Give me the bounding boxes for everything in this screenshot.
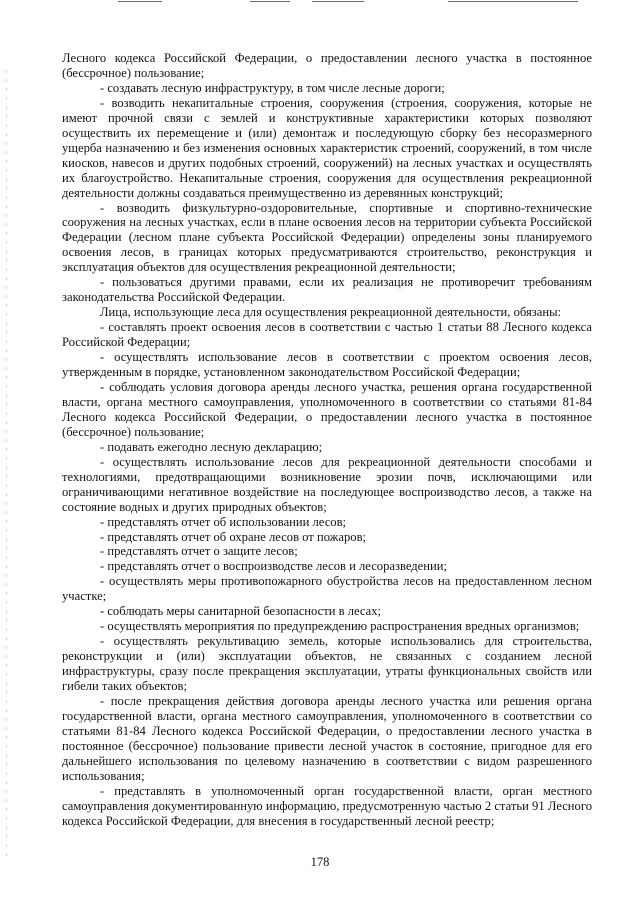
paragraph: - возводить некапитальные строения, сооружения (строения, сооружения, которые не имеют прочной связи с землей и конструктивные характеристики которых позволяют осуществить их перемещение и (или) демонтаж и последующую сборку без несоразмерного ущерба назначению и без изменения основных характеристик строений, сооружений, в том числе киосков, навесов и других подобных строений, сооружений) на лесных участках и осуществлять их благоустройство. Некапитальные строения, сооружения для осуществления рекреационной деятельности должны создаваться преимущественно из деревянных конструкций; xyxy=(62,95,592,200)
paragraph: - представлять отчет о воспроизводстве лесов и лесоразведении; xyxy=(100,559,447,574)
paragraph: - осуществлять мероприятия по предупреждению распространения вредных организмов; xyxy=(100,619,580,634)
paragraph: - соблюдать меры санитарной безопасности в лесах; xyxy=(100,604,382,619)
paragraph: - осуществлять использование лесов в соответствии с проектом освоения лесов, утвержденным в порядке, установленном законодательством Российской Федерации; xyxy=(62,350,592,380)
paragraph: Лица, использующие леса для осуществления рекреационной деятельности, обязаны: xyxy=(100,305,562,320)
paragraph: - осуществлять меры противопожарного обустройства лесов на предоставленном лесном участке; xyxy=(62,574,592,604)
paragraph: - пользоваться другими правами, если их реализация не противоречит требованиям законодательства Российской Федерации. xyxy=(62,275,592,305)
paragraph: - представлять в уполномоченный орган государственной власти, орган местного самоуправления документированную информацию, предусмотренную частью 2 статьи 91 Лесного кодекса Российской Федерации, для внесения в государственный лесной реестр; xyxy=(62,783,592,828)
paragraph: - осуществлять использование лесов для рекреационной деятельности способами и технологиями, предотвращающими возникновение эрозии почв, исключающими или ограничивающими негативное воздействие на последующее воспроизводство лесов, а также на состояние водных и других природных объектов; xyxy=(62,454,592,514)
paragraph: - возводить физкультурно-оздоровительные, спортивные и спортивно-технические сооружения на лесных участках, если в плане освоения лесов на территории субъекта Российской Федерации (лесном плане субъекта Российской Федерации) определены зоны планируемого освоения лесов, в границах которых предусматриваются строительство, реконструкция и эксплуатация объектов для осуществления рекреационной деятельности; xyxy=(62,200,592,275)
paragraph: - подавать ежегодно лесную декларацию; xyxy=(100,439,323,454)
paragraph: - после прекращения действия договора аренды лесного участка или решения органа государственной власти, органа местного самоуправления, уполномоченного в соответствии со статьями 81-84 Лесного кодекса Российской Федерации, о предоставлении лесного участка в постоянное (бессрочное) пользование привести лесной участок в состояние, пригодное для его дальнейшего использования по целевому назначению в соответствии с видом разрешенного использования; xyxy=(62,693,592,783)
paragraph: - составлять проект освоения лесов в соответствии с частью 1 статьи 88 Лесного кодекса Российской Федерации; xyxy=(62,320,592,350)
paragraph: - представлять отчет об охране лесов от пожаров; xyxy=(100,529,367,544)
scan-left-edge xyxy=(6,70,7,860)
paragraph: - осуществлять рекультивацию земель, которые использовались для строительства, реконструкции и (или) эксплуатации объектов, не связанных с созданием лесной инфраструктуры, сразу после прекращения эксплуатации, утраты функциональных свойств или гибели таких объектов; xyxy=(62,634,592,694)
paragraph: - соблюдать условия договора аренды лесного участка, решения органа государственной власти, органа местного самоуправления, уполномоченного в соответствии со статьями 81-84 Лесного кодекса Российской Федерации, о предоставлении лесного участка в постоянное (бессрочное) пользование; xyxy=(62,379,592,439)
scan-top-edge-marks xyxy=(0,0,640,6)
paragraph: - представлять отчет об использовании лесов; xyxy=(100,514,347,529)
paragraph: Лесного кодекса Российской Федерации, о предоставлении лесного участка в постоянное (бессрочное) пользование; xyxy=(62,51,592,80)
document-body xyxy=(62,51,592,829)
paragraph: - создавать лесную инфраструктуру, в том числе лесные дороги; xyxy=(100,80,445,95)
page-number: 178 xyxy=(310,855,330,869)
paragraph: - представлять отчет о защите лесов; xyxy=(100,544,298,559)
